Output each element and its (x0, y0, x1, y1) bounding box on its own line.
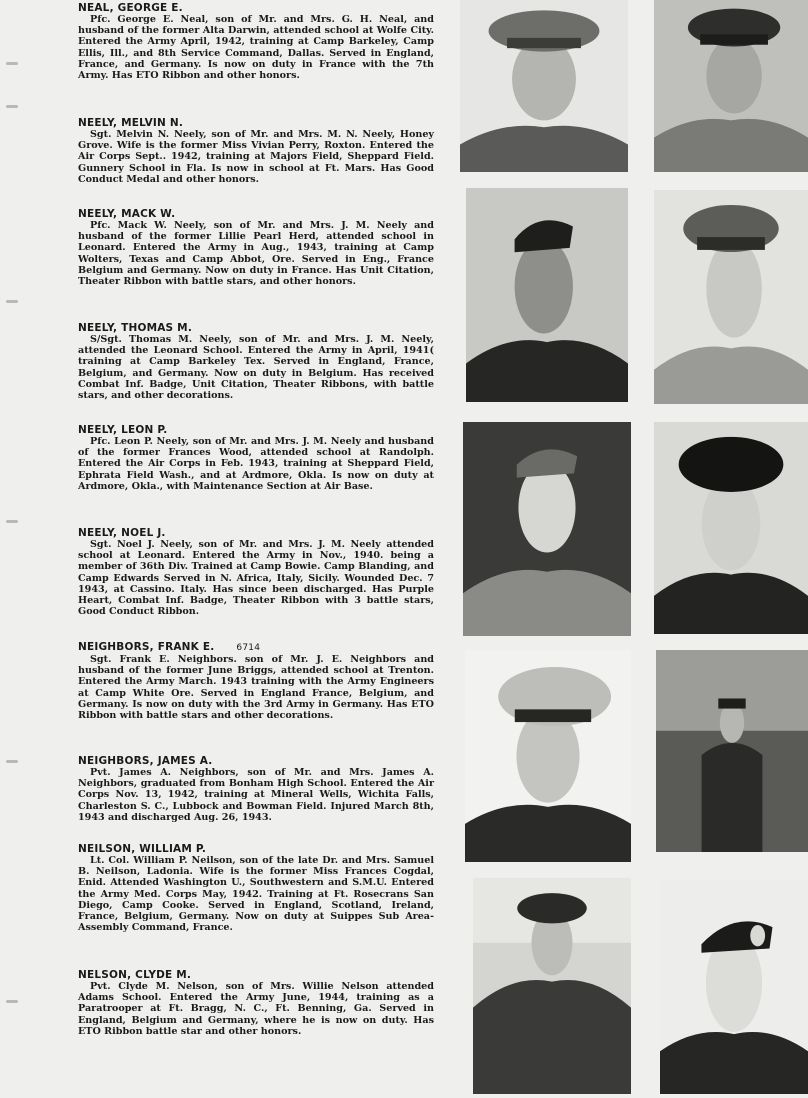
portrait-photo (466, 188, 628, 402)
entry-neely-thomas (78, 322, 436, 401)
entry-bio: Pfc. George E. Neal, son of Mr. and Mrs. G. H. Neal, and husband of the former Alta Darwin, attended school at Wolfe City. Entered the Army April, 1942, training at Camp Barkeley, Camp Ellis, Ill., and 8th Service Command, Dallas. Served in England, France, and Germany. Is now on duty in France with the 7th Army. Has ETO Ribbon and other honors. (78, 14, 434, 82)
entry-nelson-clyde (78, 969, 436, 1037)
margin-mark (6, 300, 18, 303)
portrait-photo (465, 650, 631, 862)
entry-neal-george (78, 2, 436, 81)
portrait-photo (463, 422, 631, 636)
margin-mark (6, 62, 18, 65)
entry-bio: Sgt. Melvin N. Neely, son of Mr. and Mrs. M. N. Neely, Honey Grove. Wife is the former Miss Vivian Perry, Roxton. Entered the Air Corps Sept.. 1942, training at Majors Field, Sheppard Field. Gunnery School in Fla. Is now in school at Ft. Mars. Has Good Conduct Medal and other honors. (78, 129, 434, 185)
entry-neighbors-frank (78, 641, 436, 721)
entry-name: NEELY, LEON P. (78, 424, 168, 436)
entry-bio: Sgt. Noel J. Neely, son of Mr. and Mrs. J. M. Neely attended school at Leonard. Entered the Army in Nov., 1940. being a member of 36th Div. Trained at Camp Bowie. Camp Blanding, and Camp Edwards Served in N. Africa, Italy, Sicily. Wounded Dec. 7 1943, at Cassino. Italy. Has since been discharged. Has Purple Heart, Combat Inf. Badge, Theater Ribbon with 3 battle stars, Good Conduct Ribbon. (78, 539, 434, 618)
entry-name: NEILSON, WILLIAM P. (78, 843, 207, 855)
margin-mark (6, 760, 18, 763)
entry-bio: Pvt. James A. Neighbors, son of Mr. and Mrs. James A. Neighbors, graduated from Bonham High School. Entered the Air Corps Nov. 13, 1942, training at Mineral Wells, Wichita Falls, Charleston S. C., Lubbock and Bowman Field. Injured March 8th, 1943 and discharged Aug. 26, 1943. (78, 767, 434, 823)
margin-mark (6, 520, 18, 523)
entry-bio: Pvt. Clyde M. Nelson, son of Mrs. Willie Nelson attended Adams School. Entered the Army June, 1944, training as a Paratrooper at Ft. Bragg, N. C., Ft. Benning, Ga. Served in England, Belgium and Germany, where he is now on duty. Has ETO Ribbon battle star and other honors. (78, 981, 434, 1037)
portrait-photo (654, 190, 808, 404)
portrait-photo (654, 0, 808, 172)
entry-bio: Pfc. Mack W. Neely, son of Mr. and Mrs. J. M. Neely and husband of the former Lillie Pearl Herd, attended school in Leonard. Entered the Army in Aug., 1943, training at Camp Wolters, Texas and Camp Abbot, Ore. Served in Eng., France Belgium and Germany. Now on duty in France. Has Unit Citation, Theater Ribbon with battle stars, and other honors. (78, 220, 434, 288)
margin-mark (6, 105, 18, 108)
entry-name: NEELY, THOMAS M. (78, 322, 193, 334)
binder-margin (6, 0, 26, 1098)
entry-bio: Lt. Col. William P. Neilson, son of the late Dr. and Mrs. Samuel B. Neilson, Ladonia. Wife is the former Miss Frances Cogdal, Enid. Attended Washington U., Southwestern and S.M.U. Entered the Army Med. Corps May, 1942. Training at Ft. Rosecrans San Diego, Camp Cooke. Served in England, Scotland, Ireland, France, Belgium, Germany. Now on duty at Suippes Sub Area-Assembly Command, France. (78, 855, 434, 934)
entry-neely-mack (78, 208, 436, 287)
entry-name: NEELY, MACK W. (78, 208, 176, 220)
entry-neely-melvin (78, 117, 436, 185)
entry-name: NEAL, GEORGE E. (78, 2, 183, 14)
portrait-photo (460, 0, 628, 172)
entry-name: NEIGHBORS, JAMES A. (78, 755, 213, 767)
entry-name-row (78, 641, 436, 654)
entry-name: NEELY, MELVIN N. (78, 117, 184, 129)
entry-neely-noel (78, 527, 436, 617)
entry-bio: Pfc. Leon P. Neely, son of Mr. and Mrs. J. M. Neely and husband of the former Frances Wood, attended school at Randolph. Entered the Air Corps in Feb. 1943, training at Sheppard Field, Ephrata Field Wash., and at Ardmore, Okla. Is now on duty at Ardmore, Okla., with Maintenance Section at Air Base. (78, 436, 434, 492)
entry-name: NEIGHBORS, FRANK E. (78, 641, 215, 653)
biography-column (78, 0, 436, 1098)
entry-bio: S/Sgt. Thomas M. Neely, son of Mr. and Mrs. J. M. Neely, attended the Leonard School. Entered the Army in April, 1941( training at Camp Barkeley Tex. Served in England, France, Belgium, and Germany. Now on duty in Belgium. Has received Combat Inf. Badge, Unit Citation, Theater Ribbons, with battle stars, and other decorations. (78, 334, 434, 402)
entry-number: 6714 (236, 643, 261, 653)
portrait-photo (656, 650, 808, 852)
entry-neilson-william (78, 843, 436, 933)
entry-name: NELSON, CLYDE M. (78, 969, 192, 981)
entry-neighbors-james (78, 755, 436, 823)
entry-neely-leon (78, 424, 436, 492)
portrait-photo (654, 422, 808, 634)
portrait-photo (473, 878, 631, 1094)
entry-bio: Sgt. Frank E. Neighbors. son of Mr. J. E. Neighbors and husband of the former June Briggs, attended school at Trenton. Entered the Army March. 1943 training with the Army Engineers at Camp White Ore. Served in England France, Belgium, and Germany. Is now on duty with the 3rd Army in Germany. Has ETO Ribbon with battle stars and other decorations. (78, 654, 434, 722)
entry-name: NEELY, NOEL J. (78, 527, 166, 539)
portrait-photo (660, 880, 808, 1094)
margin-mark (6, 1000, 18, 1003)
